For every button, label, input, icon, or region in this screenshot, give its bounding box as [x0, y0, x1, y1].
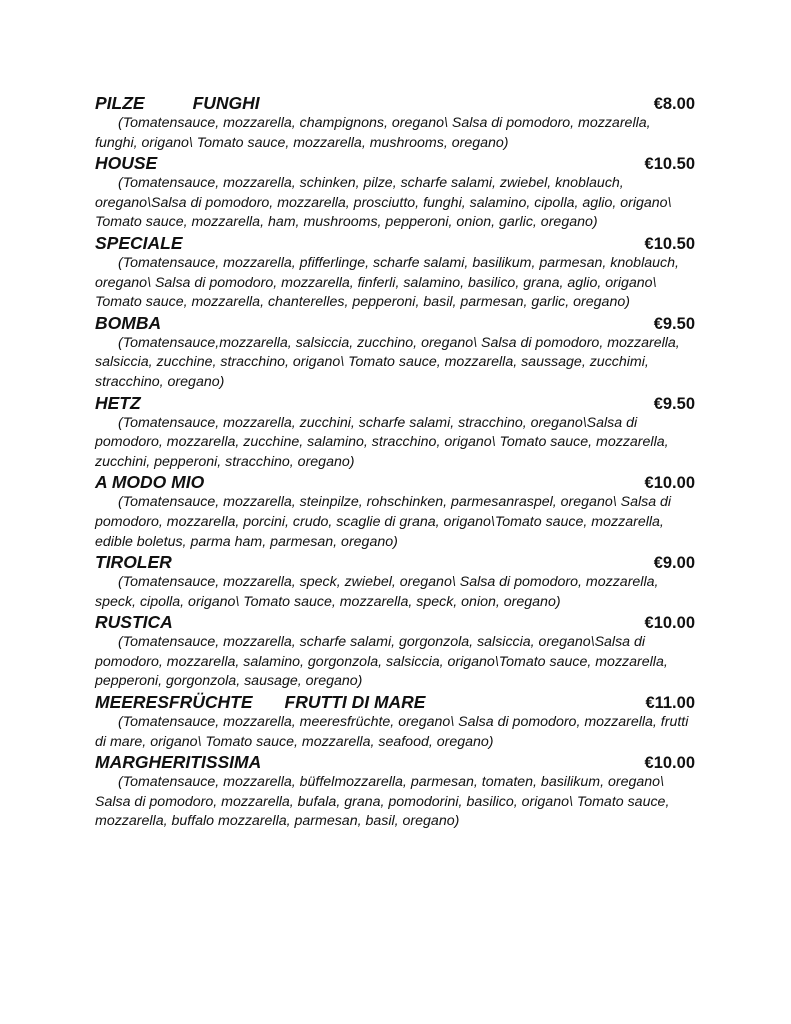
item-name: HOUSE: [95, 153, 158, 174]
menu-item-speciale: [95, 233, 695, 313]
menu-item-header: [95, 692, 695, 713]
menu-item-pilze: [95, 93, 695, 153]
item-name: MEERESFRÜCHTE: [95, 692, 253, 713]
menu-item-bomba: [95, 313, 695, 393]
menu-item-title: [95, 692, 425, 713]
item-name: SPECIALE: [95, 232, 183, 253]
menu-item-hetz: [95, 393, 695, 473]
item-price: €9.50: [653, 394, 695, 413]
item-description: (Tomatensauce,mozzarella, salsiccia, zucchino, oregano\ Salsa di pomodoro, mozzarella, salsiccia, zucchine, stracchino, origano\ Tomato sauce, mozzarella, saussage, zucchimi, stracchino, oregano): [95, 334, 680, 390]
menu-item-house: [95, 153, 695, 233]
menu-item-header: [95, 612, 695, 633]
item-price: €9.50: [653, 314, 695, 333]
item-description: (Tomatensauce, mozzarella, meeresfrüchte, oregano\ Salsa di pomodoro, mozzarella, frutti di mare, origano\ Tomato sauce, mozzarella, seafood, oregano): [95, 714, 689, 750]
item-description: (Tomatensauce, mozzarella, scharfe salami, gorgonzola, salsiccia, oregano\Salsa di pomodoro, mozzarella, salamino, gorgonzola, salsiccia, origano\Tomato sauce, mozzarella, pepperoni, gorgonzola, sausage, oregano): [95, 634, 668, 690]
menu-item-tiroler: [95, 552, 695, 612]
menu-page: [95, 93, 695, 832]
item-price: €9.00: [653, 554, 695, 573]
menu-item-margheritissima: [95, 752, 695, 832]
item-price: €10.00: [644, 474, 695, 493]
item-price: €11.00: [645, 694, 695, 713]
item-name: PILZE: [95, 93, 145, 113]
item-price: €10.00: [644, 614, 695, 633]
item-name: MARGHERITISSIMA: [95, 752, 262, 773]
menu-item-title: [95, 93, 260, 114]
menu-item-rustica: [95, 612, 695, 692]
item-price: €10.50: [644, 155, 695, 174]
item-price: €8.00: [653, 95, 695, 113]
menu-item-meeresfruechte: [95, 692, 695, 752]
item-name: A MODO MIO: [95, 472, 205, 493]
menu-item-header: [95, 233, 695, 254]
item-alt-name: FRUTTI DI MARE: [284, 692, 426, 713]
item-name: TIROLER: [95, 552, 172, 573]
item-description: (Tomatensauce, mozzarella, champignons, oregano\ Salsa di pomodoro, mozzarella, funghi, origano\ Tomato sauce, mozzarella, mushrooms, oregano): [95, 115, 651, 151]
menu-item-header: [95, 472, 695, 493]
item-name: HETZ: [95, 392, 141, 413]
item-alt-name: FUNGHI: [192, 93, 260, 113]
menu-item-header: [95, 752, 695, 773]
menu-item-header: [95, 313, 695, 334]
item-description: (Tomatensauce, mozzarella, pfifferlinge, scharfe salami, basilikum, parmesan, knoblauch, oregano\ Salsa di pomodoro, mozzarella, finferli, salamino, basilico, grana, aglio, origano\ Tomato sauce, mozzarella, chanterelles, pepperoni, basil, parmesan, garlic, oregano): [95, 254, 679, 311]
item-description: (Tomatensauce, mozzarella, steinpilze, rohschinken, parmesanraspel, oregano\ Salsa di pomodoro, mozzarella, porcini, crudo, scaglie di grana, origano\Tomato sauce, mozzarella, edible boletus, parma ham, parmesan, oregano): [95, 494, 672, 550]
menu-item-header: [95, 93, 695, 114]
item-description: (Tomatensauce, mozzarella, schinken, pilze, scharfe salami, zwiebel, knoblauch, oregano\Salsa di pomodoro, mozzarella, prosciutto, funghi, salamino, cipolla, aglio, origano\ Tomato sauce, mozzarella, ham, mushrooms, pepperoni, onion, garlic, oregano): [95, 175, 672, 231]
menu-item-header: [95, 393, 695, 414]
item-description: (Tomatensauce, mozzarella, speck, zwiebel, oregano\ Salsa di pomodoro, mozzarella, speck, cipolla, origano\ Tomato sauce, mozzarella, speck, onion, oregano): [95, 574, 659, 610]
menu-item-header: [95, 153, 695, 174]
item-price: €10.00: [644, 754, 695, 773]
item-description: (Tomatensauce, mozzarella, büffelmozzarella, parmesan, tomaten, basilikum, oregano\ Salsa di pomodoro, mozzarella, bufala, grana, pomodorini, basilico, origano\ Tomato sauce, mozzarella, buffalo mozzarella, parmesan, basil, oregano): [95, 774, 670, 830]
menu-item-a-modo-mio: [95, 472, 695, 552]
item-name: RUSTICA: [95, 612, 173, 633]
menu-item-header: [95, 552, 695, 573]
item-description: (Tomatensauce, mozzarella, zucchini, scharfe salami, stracchino, oregano\Salsa di pomodoro, mozzarella, zucchine, salamino, stracchino, origano\ Tomato sauce, mozzarella, zucchini, pepperoni, stracchino, oregano): [95, 414, 669, 470]
item-price: €10.50: [644, 234, 695, 253]
item-name: BOMBA: [95, 312, 162, 333]
